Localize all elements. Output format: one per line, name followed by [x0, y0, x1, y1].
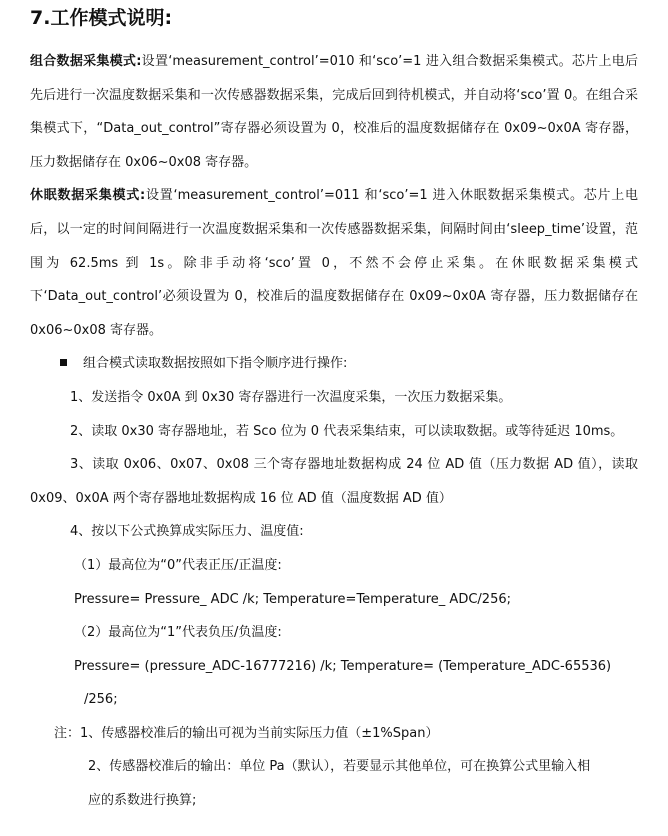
case-2-formula-line-1: Pressure= (pressure_ADC-16777216) /k; Temperature= (Temperature_ADC-65536): [74, 658, 612, 674]
combined-mode-lead: 组合数据采集模式:: [30, 54, 142, 69]
section-title: 7.工作模式说明:: [30, 7, 173, 29]
procedure-step-1: 1、发送指令 0x0A 到 0x30 寄存器进行一次温度采集，一次压力数据采集。: [70, 389, 512, 405]
procedure-step-4: 4、按以下公式换算成实际压力、温度值:: [70, 524, 304, 540]
procedure-heading: [30, 347, 638, 381]
procedure-step-3: 3、读取 0x06、0x07、0x08 三个寄存器地址数据构成 24 位 AD 值（压力数据 AD 值），读取 0x09、0x0A 两个寄存器地址数据构成 16 位 AD 值（温度数据 AD 值）: [30, 457, 638, 506]
case-1-label: （1）最高位为“0”代表正压/正温度:: [74, 557, 282, 573]
case-2-formula-line-2: /256;: [84, 692, 118, 708]
case-2-label: （2）最高位为“1”代表负压/负温度:: [74, 625, 282, 641]
case-2-formula: [30, 650, 638, 717]
combined-mode-paragraph: [30, 45, 638, 179]
procedure-heading-text: 组合模式读取数据按照如下指令顺序进行操作:: [83, 356, 348, 372]
square-bullet-icon: [60, 359, 67, 366]
note-2-line-1: 2、传感器校准后的输出：单位 Pa（默认），若要显示其他单位，可在换算公式里输入相: [88, 759, 591, 775]
case-1-formula: Pressure= Pressure_ ADC /k; Temperature=Temperature_ ADC/256;: [74, 591, 511, 607]
combined-mode-text: 设置‘measurement_control’=010 和‘sco’=1 进入组合数据采集模式。芯片上电后先后进行一次温度数据采集和一次传感器数据采集，完成后回到待机模式，并自动将‘sco’置 0。在组合采集模式下，“Data_out_control”寄存器必须设置为 0，校准后的温度数据储存在 0x09~0x0A 寄存器，压力数据储存在 0x06~0x08 寄存器。: [30, 54, 638, 170]
note-1: 注：1、传感器校准后的输出可视为当前实际压力值（±1%Span）: [54, 725, 439, 741]
note-2-line-2: 应的系数进行换算;: [88, 793, 197, 809]
note-2: [30, 750, 638, 817]
sleep-mode-paragraph: [30, 179, 638, 347]
sleep-mode-lead: 休眠数据采集模式:: [30, 188, 146, 204]
procedure-step-2: 2、读取 0x30 寄存器地址，若 Sco 位为 0 代表采集结束，可以读取数据。或等待延迟 10ms。: [70, 423, 624, 439]
sleep-mode-text: 设置‘measurement_control’=011 和‘sco’=1 进入休眠数据采集模式。芯片上电后，以一定的时间间隔进行一次温度数据采集和一次传感器数据采集，间隔时间由‘sleep_time’设置，范围为 62.5ms 到 1s。除非手动将‘sco’置 0，不然不会停止采集。在休眠数据采集模式下‘Data_out_control’必须设置为 0，校准后的温度数据储存在 0x09~0x0A 寄存器，压力数据储存在 0x06~0x08 寄存器。: [30, 188, 638, 338]
